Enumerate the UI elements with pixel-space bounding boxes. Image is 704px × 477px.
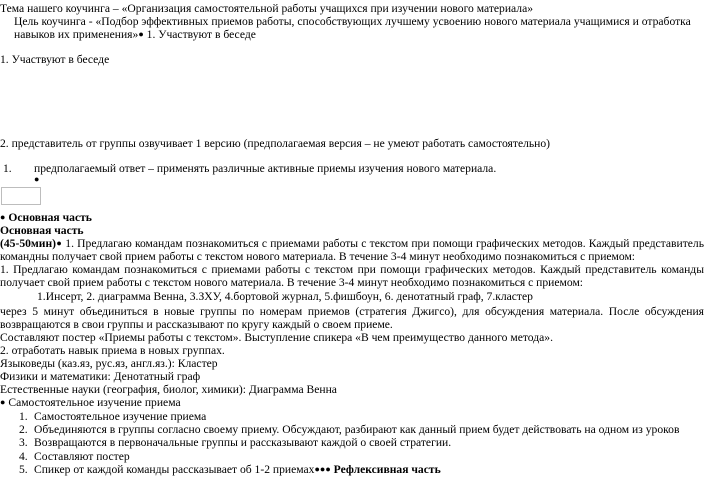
task1-paragraph bbox=[0, 237, 704, 263]
task1-text: 1. Предлагаю командам познакомиться с приемами работы с текстом при помощи графических методов. Каждый представитель командны получает свой прием работы с текстом нового материала. В течение 3-4 минут необходимо познакомиться с приемом: bbox=[0, 237, 704, 263]
participate-line: 1. Участвуют в беседе bbox=[0, 53, 110, 66]
task-bullet-icon: ● bbox=[56, 238, 63, 248]
jigsaw-paragraph: через 5 минут объединиться в новые группы по номерам приемов (стратегия Джигсо), для обсуждения материала. После обсуждения возвращаются в свои группы и рассказывают по кругу каждый о своем приеме. bbox=[0, 305, 704, 331]
answer-bullet-icon: ● bbox=[34, 174, 40, 184]
goal-line-1: Цель коучинга - «Подбор эффективных приемов работы, способствующих лучшему усвоению нового материала учащимися и отработка bbox=[14, 15, 691, 28]
techniques-line: 1.Инсерт, 2. диаграмма Венна, 3.ЗХУ, 4.бортовой журнал, 5.фишбоун, 6. денотатный граф, 7.кластер bbox=[37, 290, 533, 303]
list-item: 1. Самостоятельное изучение приема bbox=[19, 410, 207, 423]
self-study-text: Самостоятельное изучение приема bbox=[8, 396, 181, 409]
self-study-bullet-icon: ● bbox=[0, 397, 6, 407]
main-part-heading-2: Основная часть bbox=[0, 224, 84, 237]
task1-repeat-a: 1. Предлагаю командам познакомиться с приемами работы с текстом при помощи графических методов. Каждый представитель команды bbox=[0, 263, 704, 276]
physicists-line: Физики и математики: Денотатный граф bbox=[0, 370, 201, 383]
goal-line-2 bbox=[14, 28, 256, 41]
time-label: (45-50мин) bbox=[0, 237, 57, 250]
goal-line-2-text: навыков их применения» bbox=[14, 28, 139, 41]
practice-line: 2. отработать навык приема в новых группах. bbox=[0, 344, 225, 357]
list-item: 4. Составляют постер bbox=[19, 449, 130, 463]
list-item: 5. Спикер от каждой команды рассказывает об 1-2 приемах●●● Рефлексивная часть bbox=[19, 462, 441, 476]
main-part-label: Основная часть bbox=[8, 211, 92, 224]
reflection-label: Рефлексивная часть bbox=[330, 462, 441, 476]
goal-tail: 1. Участвуют в беседе bbox=[143, 28, 256, 41]
answer-text: предполагаемый ответ – применять различные активные приемы изучения нового материала. bbox=[34, 162, 497, 175]
topic-line: Тема нашего коучинга – «Организация самостоятельной работы учащихся при изучении нового материала» bbox=[0, 2, 534, 15]
main-bullet-icon: ● bbox=[0, 212, 6, 222]
linguists-line: Языковеды (каз.яз, рус.яз, англ.яз.): Кластер bbox=[0, 357, 218, 370]
steps-list bbox=[0, 410, 704, 476]
main-part-heading bbox=[0, 211, 92, 224]
self-study-line bbox=[0, 396, 181, 409]
answer-number: 1. bbox=[3, 162, 12, 175]
triple-bullet-icon: ●●● bbox=[314, 463, 331, 474]
natural-sciences-line: Естественные науки (география, биолог, химики): Диаграмма Венна bbox=[0, 383, 337, 396]
list-item: 3. Возвращаются в первоначальные группы и рассказывают каждой о своей стратегии. bbox=[19, 436, 452, 450]
bullet-icon: ● bbox=[138, 29, 144, 39]
task1-repeat-b: получает свой прием работы с текстом нового материала. В течение 3-4 минут необходимо познакомиться с приемом: bbox=[0, 276, 583, 289]
empty-text-box bbox=[1, 187, 41, 205]
poster-line: Составляют постер «Приемы работы с текстом». Выступление спикера «В чем преимущество данного метода». bbox=[0, 331, 553, 344]
representative-line: 2. представитель от группы озвучивает 1 версию (предполагаемая версия – не умеют работать самостоятельно) bbox=[0, 137, 551, 150]
list-item: 2. Объединяются в группы согласно своему приему. Обсуждают, разбирают как данный прием будет действовать на одном из уроков bbox=[19, 423, 680, 437]
